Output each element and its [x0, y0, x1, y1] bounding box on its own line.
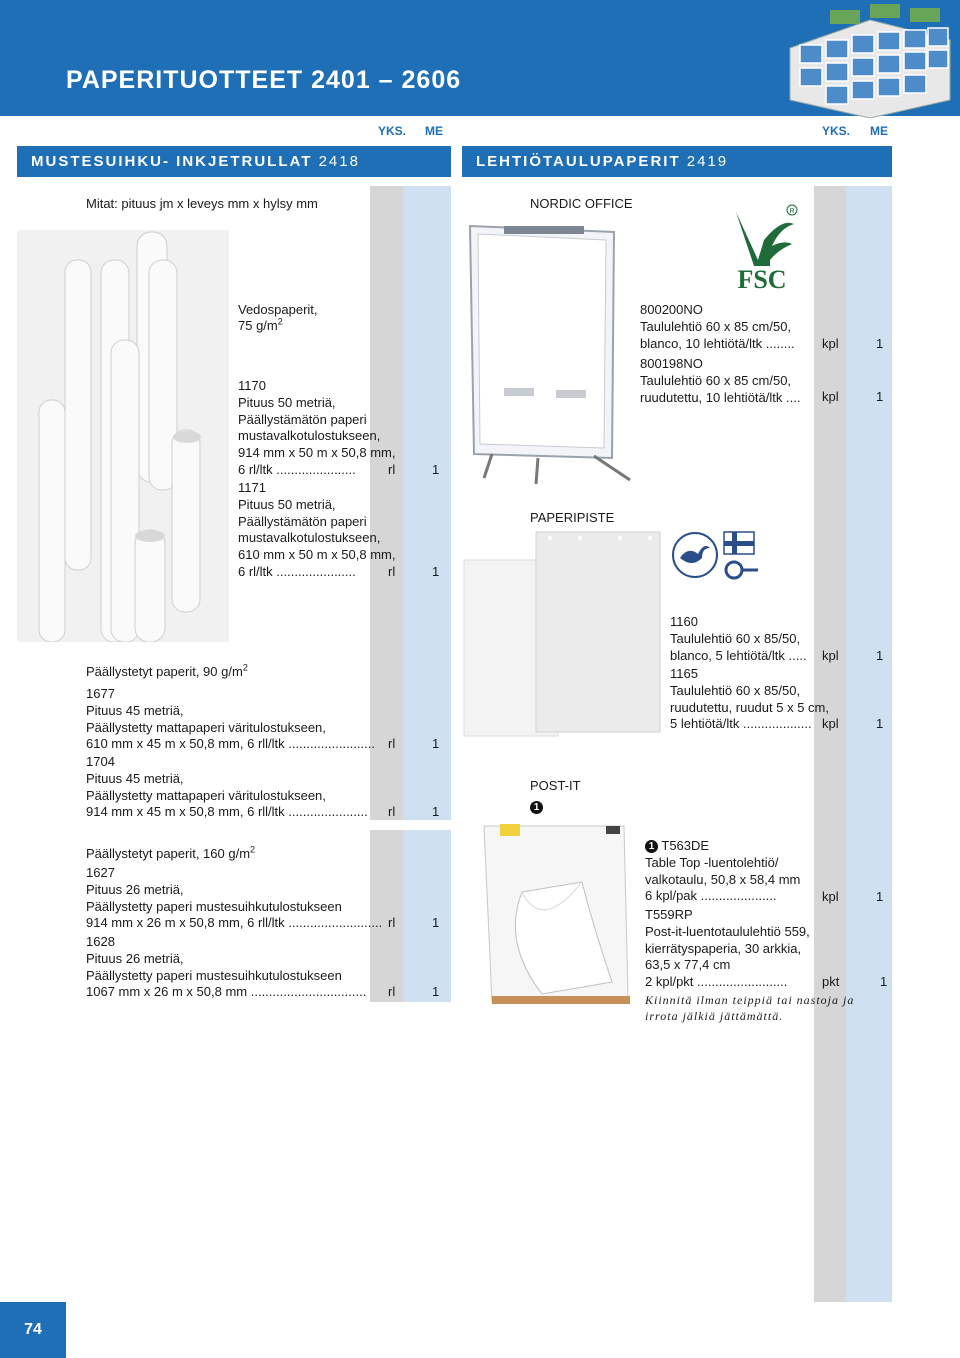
item-unit: kpl	[822, 889, 839, 904]
item-800198NO	[640, 356, 800, 406]
item-code: 800198NO	[640, 356, 703, 371]
item-800200NO	[640, 302, 795, 352]
item-last-line: 2 kpl/pkt .........................	[645, 974, 788, 990]
item-line: Pituus 26 metriä,	[86, 950, 184, 966]
postit-bullet-marker	[530, 799, 543, 817]
flipchart-easel-photo	[464, 222, 634, 484]
item-line: Päällystämätön paperi	[238, 411, 367, 427]
fsc-tree-logo	[724, 200, 800, 294]
item-unit: kpl	[822, 716, 839, 731]
section-number-flipchart: 2419	[686, 153, 729, 170]
section-title-flipchart: LEHTIÖTAULUPAPERIT	[476, 153, 681, 170]
item-unit: rl	[388, 915, 396, 930]
me-column-left	[403, 186, 451, 820]
item-code: 1628	[86, 934, 115, 949]
item-line: Table Top -luentolehtiö/	[645, 854, 779, 870]
item-last-line: 914 mm x 45 m x 50,8 mm, 6 rll/ltk ......................	[86, 804, 368, 820]
paper-rolls-photo	[17, 230, 229, 642]
item-last: ruudutettu, 10 lehtiötä/ltk	[640, 389, 783, 405]
section-number-inkjet: 2418	[318, 153, 360, 170]
item-me: 1	[876, 716, 884, 731]
item-line: Päällystetty mattapaperi väritulostukseen,	[86, 787, 326, 803]
item-me: 1	[876, 389, 884, 404]
item-unit: rl	[388, 462, 396, 477]
item-me: 1	[432, 462, 440, 477]
group1-weight	[238, 318, 283, 335]
item-unit: pkt	[822, 974, 840, 989]
group1-weight-text: 75 g/m	[238, 318, 278, 333]
dimensions-note: Mitat: pituus jm x leveys mm x hylsy mm	[86, 196, 318, 211]
page-number: 74	[0, 1302, 66, 1358]
item-1171	[238, 480, 396, 581]
group3-heading	[86, 846, 255, 863]
item-unit: kpl	[822, 389, 839, 404]
item-line: 610 mm x 50 m x 50,8 mm,	[238, 547, 396, 563]
paper-boxes-photo	[770, 0, 960, 118]
item-line: Päällystetty paperi mustesuihkutulostukseen	[86, 967, 342, 983]
item-line: ruudutettu, ruudut 5 x 5 cm,	[670, 699, 829, 715]
group3-heading-sup: 2	[250, 844, 256, 855]
item-last-line: 914 mm x 26 m x 50,8 mm, 6 rll/ltk ..........................	[86, 915, 383, 931]
item-last: 610 mm x 45 m x 50,8 mm, 6 rll/ltk	[86, 736, 285, 752]
item-last: 914 mm x 45 m x 50,8 mm, 6 rll/ltk	[86, 804, 285, 820]
item-line: Päällystetty mattapaperi väritulostukseen,	[86, 719, 326, 735]
me-header-right: ME	[870, 124, 888, 138]
item-line: mustavalkotulostukseen,	[238, 530, 381, 546]
item-code: 1171	[238, 480, 266, 495]
postit-note-line: Kiinnitä ilman teippiä tai nastoja ja	[645, 993, 855, 1007]
bullet-number: 1	[645, 840, 658, 853]
item-1677	[86, 686, 375, 753]
unit-column-right	[814, 186, 846, 1302]
item-line: Päällystämätön paperi	[238, 513, 367, 529]
item-unit: rl	[388, 736, 396, 751]
fsc-logo-text: FSC	[737, 265, 787, 294]
item-unit: kpl	[822, 648, 839, 663]
item-1627	[86, 865, 382, 932]
item-unit: rl	[388, 984, 396, 999]
item-last: 5 lehtiötä/ltk	[670, 716, 740, 732]
item-T563DE	[645, 838, 800, 905]
item-line: Taululehtiö 60 x 85/50,	[670, 682, 801, 698]
item-unit: rl	[388, 804, 396, 819]
postit-note-line: irrota jälkiä jättämättä.	[645, 1009, 784, 1023]
item-me: 1	[876, 648, 884, 663]
item-unit: rl	[388, 564, 396, 579]
section-bar-flipchart	[462, 146, 892, 177]
item-line: Pituus 50 metriä,	[238, 496, 336, 512]
item-me: 1	[432, 736, 440, 751]
group1-weight-sup: 2	[277, 316, 283, 327]
item-me: 1	[876, 336, 884, 351]
item-line: Taululehtiö 60 x 85 cm/50,	[640, 318, 792, 334]
item-line: Taululehtiö 60 x 85/50,	[670, 630, 801, 646]
me-header-left: ME	[425, 124, 443, 138]
me-column-left-lower	[403, 830, 451, 1002]
brand-nordic-office: NORDIC OFFICE	[530, 196, 633, 211]
item-line: Pituus 45 metriä,	[86, 770, 184, 786]
item-1170	[238, 378, 396, 479]
item-line: mustavalkotulostukseen,	[238, 428, 381, 444]
group2-heading-sup: 2	[242, 662, 248, 673]
item-me: 1	[432, 804, 440, 819]
group2-heading-text: Päällystetyt paperit, 90 g/m	[86, 664, 243, 679]
item-last-line: 6 rl/ltk ......................	[238, 563, 356, 579]
item-line: Post-it-luentotaululehtiö 559,	[645, 923, 810, 939]
finnish-key-flag-logo	[722, 530, 762, 582]
item-last-line: blanco, 10 lehtiötä/ltk ........	[640, 335, 795, 351]
group3-heading-text: Päällystetyt paperit, 160 g/m	[86, 846, 251, 861]
item-code: 1170	[238, 378, 266, 393]
item-line: Taululehtiö 60 x 85 cm/50,	[640, 372, 792, 388]
item-code: 1627	[86, 865, 115, 880]
item-last-line: 6 rl/ltk ......................	[238, 461, 356, 477]
item-code: 1160	[670, 614, 698, 629]
brand-postit: POST-IT	[530, 778, 581, 793]
item-last-line: 610 mm x 45 m x 50,8 mm, 6 rll/ltk ........................	[86, 736, 375, 752]
item-1704	[86, 754, 368, 821]
item-1165	[670, 666, 829, 733]
item-last-line: blanco, 5 lehtiötä/ltk .....	[670, 647, 807, 663]
nordic-swan-ecolabel	[670, 528, 720, 582]
item-last: blanco, 10 lehtiötä/ltk	[640, 335, 763, 351]
item-me: 1	[432, 984, 440, 999]
item-last-line: 6 kpl/pak .....................	[645, 888, 777, 904]
item-last: 6 rl/ltk	[238, 563, 273, 579]
item-line: Päällystetty paperi mustesuihkutulostukseen	[86, 898, 342, 914]
post-it-easel-pad-photo	[482, 822, 632, 1008]
brand-paperipiste: PAPERIPISTE	[530, 510, 615, 525]
item-code: 1677	[86, 686, 115, 701]
item-code: T559RP	[645, 907, 693, 922]
item-line: Pituus 50 metriä,	[238, 394, 336, 410]
section-bar-inkjet	[17, 146, 451, 177]
item-T559RP	[645, 907, 810, 991]
item-me: 1	[880, 974, 888, 989]
item-code: 1704	[86, 754, 115, 769]
item-last: 914 mm x 26 m x 50,8 mm, 6 rll/ltk	[86, 915, 285, 931]
item-last: 2 kpl/pkt	[645, 974, 694, 990]
item-last-line: 5 lehtiötä/ltk ...................	[670, 716, 812, 732]
group2-heading	[86, 664, 248, 681]
item-me: 1	[432, 564, 440, 579]
item-code-line	[645, 838, 800, 855]
item-code: T563DE	[661, 838, 710, 853]
item-1628	[86, 934, 366, 1001]
item-1160	[670, 614, 807, 664]
postit-note	[645, 992, 854, 1024]
bullet-number: 1	[530, 801, 543, 814]
item-line: kierrätyspaperia, 30 arkkia,	[645, 940, 802, 956]
unit-header-left: YKS.	[378, 124, 407, 138]
item-line: 63,5 x 77,4 cm	[645, 957, 731, 973]
item-unit: kpl	[822, 336, 839, 351]
item-last: 1067 mm x 26 m x 50,8 mm	[86, 984, 248, 1000]
svg-text:R: R	[789, 208, 795, 215]
item-line: 914 mm x 50 m x 50,8 mm,	[238, 445, 396, 461]
item-last-line: 1067 mm x 26 m x 50,8 mm ................................	[86, 984, 367, 1000]
item-line: Pituus 45 metriä,	[86, 702, 184, 718]
item-me: 1	[432, 915, 440, 930]
item-last-line: ruudutettu, 10 lehtiötä/ltk ....	[640, 389, 801, 405]
item-line: valkotaulu, 50,8 x 58,4 mm	[645, 871, 801, 887]
item-code: 1165	[670, 666, 698, 681]
item-last: blanco, 5 lehtiötä/ltk	[670, 647, 785, 663]
group1-heading: Vedospaperit,	[238, 302, 318, 317]
item-last: 6 kpl/pak	[645, 888, 698, 904]
flipchart-pads-photo	[460, 530, 664, 742]
me-column-right	[846, 186, 892, 1302]
item-me: 1	[876, 889, 884, 904]
page-title: PAPERITUOTTEET 2401 – 2606	[66, 66, 462, 94]
item-last: 6 rl/ltk	[238, 461, 273, 477]
unit-header-right: YKS.	[822, 124, 851, 138]
item-line: Pituus 26 metriä,	[86, 881, 184, 897]
section-title-inkjet: MUSTESUIHKU- INKJETRULLAT	[31, 153, 313, 170]
item-code: 800200NO	[640, 302, 703, 317]
